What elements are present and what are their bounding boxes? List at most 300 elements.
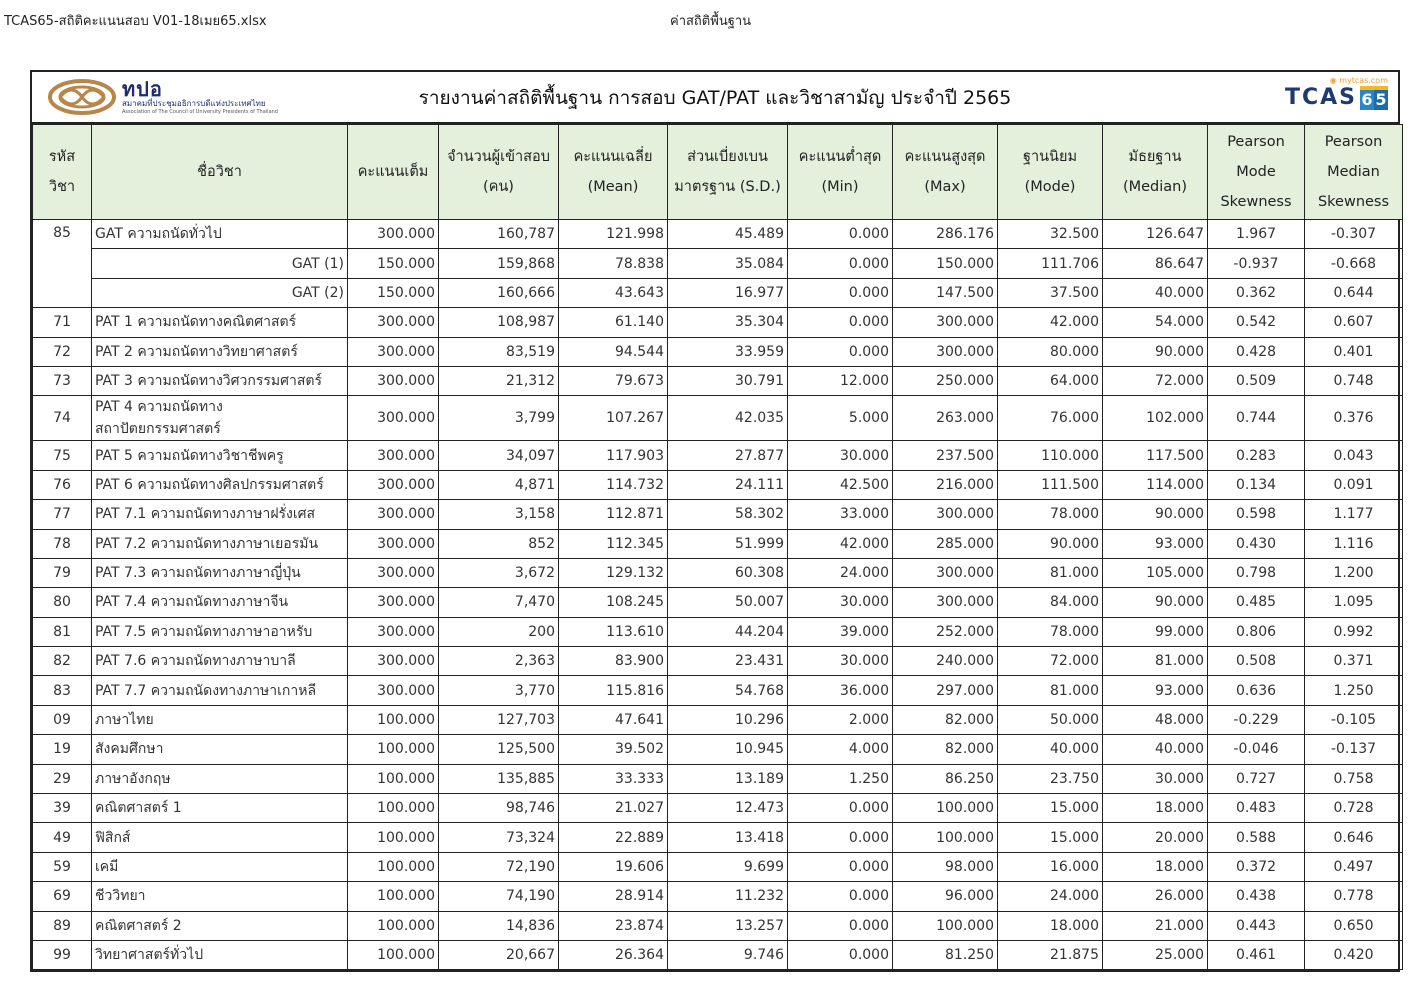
mytcas-site: mytcas.com xyxy=(1339,76,1388,85)
cell-max: 252.000 xyxy=(893,617,998,646)
cell-mode: 84.000 xyxy=(998,588,1103,617)
cell-min: 0.000 xyxy=(788,220,893,249)
cell-sk-mode: 0.483 xyxy=(1208,794,1305,823)
header-text: รหัสวิชา xyxy=(48,149,76,195)
cell-sk-mode: 0.485 xyxy=(1208,588,1305,617)
cell-sd: 13.257 xyxy=(668,911,788,940)
header-text: (Mode) xyxy=(1024,179,1076,195)
cell-sd: 12.473 xyxy=(668,794,788,823)
table-row xyxy=(33,617,1403,646)
cell-subject-name: วิทยาศาสตร์ทั่วไป xyxy=(92,940,348,969)
cell-mean: 28.914 xyxy=(559,882,668,911)
cell-mean: 114.732 xyxy=(559,470,668,499)
cell-mean: 61.140 xyxy=(559,308,668,337)
cell-sd: 60.308 xyxy=(668,558,788,587)
table-row xyxy=(33,308,1403,337)
cell-sk-median: 0.778 xyxy=(1305,882,1403,911)
cell-sd: 50.007 xyxy=(668,588,788,617)
cell-max: 216.000 xyxy=(893,470,998,499)
table-row xyxy=(33,852,1403,881)
cell-count: 4,871 xyxy=(439,470,559,499)
cell-mode: 78.000 xyxy=(998,617,1103,646)
cell-max: 82.000 xyxy=(893,705,998,734)
cell-sk-mode: 0.134 xyxy=(1208,470,1305,499)
column-header-subject xyxy=(92,125,348,220)
cell-median: 114.000 xyxy=(1103,470,1208,499)
cell-subject-name: GAT (2) xyxy=(92,278,348,307)
report-title: รายงานค่าสถิติพื้นฐาน การสอบ GAT/PAT และวิชาสามัญ ประจำปี 2565 xyxy=(418,87,1012,109)
cell-subject-name: PAT 7.1 ความถนัดทางภาษาฝรั่งเศส xyxy=(92,500,348,529)
cell-mode: 78.000 xyxy=(998,500,1103,529)
cell-code: 29 xyxy=(33,764,92,793)
cell-count: 34,097 xyxy=(439,441,559,470)
cell-subject-name: PAT 6 ความถนัดทางศิลปกรรมศาสตร์ xyxy=(92,470,348,499)
cell-sk-median: 0.758 xyxy=(1305,764,1403,793)
cell-min: 0.000 xyxy=(788,940,893,969)
cell-sd: 10.945 xyxy=(668,735,788,764)
cell-subject-name: GAT ความถนัดทั่วไป xyxy=(92,220,348,249)
cell-mean: 108.245 xyxy=(559,588,668,617)
cell-mean: 112.871 xyxy=(559,500,668,529)
cell-mean: 113.610 xyxy=(559,617,668,646)
header-text: Skewness xyxy=(1317,194,1390,210)
cell-code: 81 xyxy=(33,617,92,646)
report-sheet xyxy=(30,70,1400,972)
cell-min: 0.000 xyxy=(788,882,893,911)
cell-full: 100.000 xyxy=(348,940,439,969)
cell-mode: 40.000 xyxy=(998,735,1103,764)
cell-median: 21.000 xyxy=(1103,911,1208,940)
cell-mean: 78.838 xyxy=(559,249,668,278)
cell-count: 3,799 xyxy=(439,396,559,441)
cell-sk-median: -0.137 xyxy=(1305,735,1403,764)
table-row xyxy=(33,529,1403,558)
cell-full: 100.000 xyxy=(348,705,439,734)
cell-sd: 58.302 xyxy=(668,500,788,529)
cell-full: 300.000 xyxy=(348,366,439,395)
cell-min: 36.000 xyxy=(788,676,893,705)
cell-median: 25.000 xyxy=(1103,940,1208,969)
cell-code: 82 xyxy=(33,647,92,676)
cell-mean: 121.998 xyxy=(559,220,668,249)
table-row xyxy=(33,676,1403,705)
table-row xyxy=(33,396,1403,441)
cell-count: 14,836 xyxy=(439,911,559,940)
cell-median: 93.000 xyxy=(1103,676,1208,705)
cell-count: 3,770 xyxy=(439,676,559,705)
cell-mode: 111.500 xyxy=(998,470,1103,499)
eye-icon: ◉ xyxy=(1329,76,1340,85)
header-text: ฐานนิยม xyxy=(1022,149,1078,165)
cell-sk-median: 1.250 xyxy=(1305,676,1403,705)
cell-mean: 43.643 xyxy=(559,278,668,307)
cell-mode: 42.000 xyxy=(998,308,1103,337)
cell-max: 98.000 xyxy=(893,852,998,881)
cell-subject-name: PAT 7.4 ความถนัดทางภาษาจีน xyxy=(92,588,348,617)
cell-mean: 115.816 xyxy=(559,676,668,705)
cell-sk-mode: 0.508 xyxy=(1208,647,1305,676)
cell-full: 300.000 xyxy=(348,617,439,646)
cell-sk-median: 0.420 xyxy=(1305,940,1403,969)
cell-full: 100.000 xyxy=(348,852,439,881)
cell-full: 300.000 xyxy=(348,676,439,705)
report-titlebar xyxy=(32,72,1398,124)
column-header-pearson-median-skewness xyxy=(1305,125,1403,220)
cell-full: 300.000 xyxy=(348,529,439,558)
cell-sk-median: 0.371 xyxy=(1305,647,1403,676)
cell-mode: 72.000 xyxy=(998,647,1103,676)
cell-mode: 81.000 xyxy=(998,558,1103,587)
column-header-min xyxy=(788,125,893,220)
cell-subject-name: GAT (1) xyxy=(92,249,348,278)
cell-sk-mode: 0.798 xyxy=(1208,558,1305,587)
cell-sk-mode: 0.598 xyxy=(1208,500,1305,529)
table-row xyxy=(33,588,1403,617)
cell-subject-name: ชีววิทยา xyxy=(92,882,348,911)
header-text: คะแนนต่ำสุด xyxy=(798,149,882,165)
header-text: Pearson xyxy=(1227,134,1285,150)
cell-count: 160,787 xyxy=(439,220,559,249)
cell-max: 147.500 xyxy=(893,278,998,307)
cell-median: 93.000 xyxy=(1103,529,1208,558)
cell-mode: 15.000 xyxy=(998,794,1103,823)
header-text: (Max) xyxy=(924,179,966,195)
cell-sk-mode: 0.744 xyxy=(1208,396,1305,441)
table-row xyxy=(33,220,1403,249)
cell-mean: 79.673 xyxy=(559,366,668,395)
cell-sk-mode: 0.806 xyxy=(1208,617,1305,646)
cell-sk-median: 0.748 xyxy=(1305,366,1403,395)
cell-count: 159,868 xyxy=(439,249,559,278)
cell-mode: 16.000 xyxy=(998,852,1103,881)
cell-max: 150.000 xyxy=(893,249,998,278)
cell-count: 3,158 xyxy=(439,500,559,529)
cell-full: 300.000 xyxy=(348,500,439,529)
cell-min: 42.000 xyxy=(788,529,893,558)
cell-full: 300.000 xyxy=(348,470,439,499)
cell-max: 86.250 xyxy=(893,764,998,793)
cell-median: 117.500 xyxy=(1103,441,1208,470)
cell-min: 4.000 xyxy=(788,735,893,764)
cell-mode: 18.000 xyxy=(998,911,1103,940)
cell-mean: 129.132 xyxy=(559,558,668,587)
cell-mode: 23.750 xyxy=(998,764,1103,793)
cell-sk-mode: 0.636 xyxy=(1208,676,1305,705)
cell-median: 30.000 xyxy=(1103,764,1208,793)
cell-mean: 19.606 xyxy=(559,852,668,881)
cell-code: 39 xyxy=(33,794,92,823)
cell-sk-median: 1.116 xyxy=(1305,529,1403,558)
cell-sk-mode: -0.229 xyxy=(1208,705,1305,734)
cell-count: 21,312 xyxy=(439,366,559,395)
cell-full: 100.000 xyxy=(348,794,439,823)
cell-median: 20.000 xyxy=(1103,823,1208,852)
cell-sd: 24.111 xyxy=(668,470,788,499)
cell-code: 19 xyxy=(33,735,92,764)
cell-count: 74,190 xyxy=(439,882,559,911)
header-text: คะแนนเต็ม xyxy=(357,164,429,180)
cell-sd: 16.977 xyxy=(668,278,788,307)
cell-sk-mode: 0.372 xyxy=(1208,852,1305,881)
cell-code: 78 xyxy=(33,529,92,558)
cell-full: 300.000 xyxy=(348,647,439,676)
cell-sk-median: 0.376 xyxy=(1305,396,1403,441)
cell-mode: 21.875 xyxy=(998,940,1103,969)
cell-max: 81.250 xyxy=(893,940,998,969)
cell-subject-name: PAT 1 ความถนัดทางคณิตศาสตร์ xyxy=(92,308,348,337)
cell-full: 300.000 xyxy=(348,588,439,617)
column-header-pearson-mode-skewness xyxy=(1208,125,1305,220)
cell-sd: 11.232 xyxy=(668,882,788,911)
cell-full: 100.000 xyxy=(348,735,439,764)
tcas-word: TCAS xyxy=(1284,85,1357,110)
stats-table xyxy=(32,124,1403,970)
cell-subject-name: PAT 3 ความถนัดทางวิศวกรรมศาสตร์ xyxy=(92,366,348,395)
cell-sk-median: 0.401 xyxy=(1305,337,1403,366)
cell-median: 26.000 xyxy=(1103,882,1208,911)
cell-max: 300.000 xyxy=(893,558,998,587)
cell-median: 18.000 xyxy=(1103,852,1208,881)
cell-count: 160,666 xyxy=(439,278,559,307)
cell-max: 96.000 xyxy=(893,882,998,911)
cell-sk-median: 0.728 xyxy=(1305,794,1403,823)
table-row xyxy=(33,882,1403,911)
cell-sk-mode: 0.283 xyxy=(1208,441,1305,470)
header-text: (Min) xyxy=(821,179,859,195)
cell-max: 250.000 xyxy=(893,366,998,395)
cell-subject-name: คณิตศาสตร์ 1 xyxy=(92,794,348,823)
cell-mode: 81.000 xyxy=(998,676,1103,705)
cell-mean: 23.874 xyxy=(559,911,668,940)
column-header-code xyxy=(33,125,92,220)
cell-median: 90.000 xyxy=(1103,337,1208,366)
cell-subject-name: ภาษาไทย xyxy=(92,705,348,734)
table-row xyxy=(33,337,1403,366)
cell-count: 200 xyxy=(439,617,559,646)
cell-subject-name: PAT 7.7 ความถนัดงทางภาษาเกาหลี xyxy=(92,676,348,705)
cell-min: 24.000 xyxy=(788,558,893,587)
cell-sk-median: 0.646 xyxy=(1305,823,1403,852)
cell-mode: 50.000 xyxy=(998,705,1103,734)
cell-full: 300.000 xyxy=(348,558,439,587)
cell-count: 108,987 xyxy=(439,308,559,337)
cell-min: 5.000 xyxy=(788,396,893,441)
cell-median: 126.647 xyxy=(1103,220,1208,249)
cell-code: 79 xyxy=(33,558,92,587)
header-text: Pearson xyxy=(1324,134,1383,150)
cell-sd: 45.489 xyxy=(668,220,788,249)
cell-min: 30.000 xyxy=(788,441,893,470)
cell-code: 71 xyxy=(33,308,92,337)
cell-full: 300.000 xyxy=(348,220,439,249)
cell-count: 127,703 xyxy=(439,705,559,734)
cell-full: 300.000 xyxy=(348,337,439,366)
cell-max: 297.000 xyxy=(893,676,998,705)
cell-count: 72,190 xyxy=(439,852,559,881)
cell-mode: 110.000 xyxy=(998,441,1103,470)
cell-mean: 33.333 xyxy=(559,764,668,793)
header-text: มัธยฐาน xyxy=(1128,149,1182,165)
cell-code: 99 xyxy=(33,940,92,969)
cell-count: 125,500 xyxy=(439,735,559,764)
cell-sk-mode: 0.428 xyxy=(1208,337,1305,366)
cell-sk-median: 0.091 xyxy=(1305,470,1403,499)
cell-sd: 54.768 xyxy=(668,676,788,705)
header-text: จำนวนผู้เข้าสอบ xyxy=(447,149,550,165)
header-text: มาตรฐาน (S.D.) xyxy=(674,179,781,195)
cell-min: 2.000 xyxy=(788,705,893,734)
cell-max: 100.000 xyxy=(893,911,998,940)
cell-full: 100.000 xyxy=(348,764,439,793)
cell-median: 99.000 xyxy=(1103,617,1208,646)
header-text: (Median) xyxy=(1122,179,1188,195)
cell-subject-name: PAT 5 ความถนัดทางวิชาชีพครู xyxy=(92,441,348,470)
column-header-full-score xyxy=(348,125,439,220)
cell-min: 0.000 xyxy=(788,278,893,307)
header-text: คะแนนสูงสุด xyxy=(904,149,986,165)
table-row xyxy=(33,278,1403,307)
cell-median: 40.000 xyxy=(1103,735,1208,764)
cell-sk-mode: 0.588 xyxy=(1208,823,1305,852)
cell-mean: 117.903 xyxy=(559,441,668,470)
cell-max: 240.000 xyxy=(893,647,998,676)
cell-subject-name: PAT 4 ความถนัดทางสถาปัตยกรรมศาสตร์ xyxy=(92,396,348,441)
cell-code: 83 xyxy=(33,676,92,705)
cell-sd: 44.204 xyxy=(668,617,788,646)
cell-median: 72.000 xyxy=(1103,366,1208,395)
cell-mean: 39.502 xyxy=(559,735,668,764)
cell-count: 73,324 xyxy=(439,823,559,852)
cell-sd: 33.959 xyxy=(668,337,788,366)
cell-sd: 30.791 xyxy=(668,366,788,395)
cell-mode: 32.500 xyxy=(998,220,1103,249)
cell-count: 135,885 xyxy=(439,764,559,793)
cell-sk-median: -0.307 xyxy=(1305,220,1403,249)
cupt-thai-name: สมาคมที่ประชุมอธิการบดีแห่งประเทศไทย xyxy=(122,98,266,108)
table-row xyxy=(33,940,1403,969)
cell-full: 150.000 xyxy=(348,249,439,278)
cell-median: 18.000 xyxy=(1103,794,1208,823)
cupt-abbr: ทปอ xyxy=(122,76,163,101)
tcas-logo xyxy=(1285,76,1388,110)
cell-mode: 15.000 xyxy=(998,823,1103,852)
column-header-mode xyxy=(998,125,1103,220)
cell-code: 72 xyxy=(33,337,92,366)
cell-sk-mode: 0.461 xyxy=(1208,940,1305,969)
cell-sd: 27.877 xyxy=(668,441,788,470)
cell-sk-median: 1.095 xyxy=(1305,588,1403,617)
cell-mode: 90.000 xyxy=(998,529,1103,558)
cell-count: 3,672 xyxy=(439,558,559,587)
table-row xyxy=(33,249,1403,278)
cell-sk-median: 0.607 xyxy=(1305,308,1403,337)
cell-max: 300.000 xyxy=(893,500,998,529)
cell-code: 74 xyxy=(33,396,92,441)
cell-mean: 83.900 xyxy=(559,647,668,676)
cell-code: 49 xyxy=(33,823,92,852)
cell-min: 42.500 xyxy=(788,470,893,499)
cell-sk-mode: 1.967 xyxy=(1208,220,1305,249)
cell-mean: 94.544 xyxy=(559,337,668,366)
column-header-median xyxy=(1103,125,1208,220)
cell-sk-median: 0.497 xyxy=(1305,852,1403,881)
cell-count: 98,746 xyxy=(439,794,559,823)
cell-sk-median: 0.644 xyxy=(1305,278,1403,307)
cell-sd: 23.431 xyxy=(668,647,788,676)
table-row xyxy=(33,647,1403,676)
cell-median: 105.000 xyxy=(1103,558,1208,587)
cell-max: 100.000 xyxy=(893,794,998,823)
cell-max: 263.000 xyxy=(893,396,998,441)
cell-mode: 80.000 xyxy=(998,337,1103,366)
table-row xyxy=(33,735,1403,764)
cell-median: 48.000 xyxy=(1103,705,1208,734)
header-text: Mode xyxy=(1236,164,1276,180)
cell-sk-median: 0.992 xyxy=(1305,617,1403,646)
cell-sd: 51.999 xyxy=(668,529,788,558)
column-header-sd xyxy=(668,125,788,220)
table-row xyxy=(33,470,1403,499)
cell-count: 7,470 xyxy=(439,588,559,617)
cell-median: 54.000 xyxy=(1103,308,1208,337)
cell-subject-name: สังคมศึกษา xyxy=(92,735,348,764)
cell-sk-mode: 0.362 xyxy=(1208,278,1305,307)
cell-subject-name: PAT 7.2 ความถนัดทางภาษาเยอรมัน xyxy=(92,529,348,558)
cell-mean: 47.641 xyxy=(559,705,668,734)
header-text: Median xyxy=(1327,164,1380,180)
cell-sd: 13.418 xyxy=(668,823,788,852)
table-row xyxy=(33,764,1403,793)
cell-sk-median: -0.105 xyxy=(1305,705,1403,734)
cell-sk-mode: 0.727 xyxy=(1208,764,1305,793)
header-text: Skewness xyxy=(1220,194,1292,210)
cell-sk-mode: 0.509 xyxy=(1208,366,1305,395)
table-row xyxy=(33,705,1403,734)
column-header-mean xyxy=(559,125,668,220)
cell-mean: 21.027 xyxy=(559,794,668,823)
cell-code: 77 xyxy=(33,500,92,529)
table-body xyxy=(33,220,1403,970)
cell-sk-mode: 0.542 xyxy=(1208,308,1305,337)
cell-sk-median: 0.043 xyxy=(1305,441,1403,470)
cell-min: 39.000 xyxy=(788,617,893,646)
table-row xyxy=(33,794,1403,823)
cell-min: 0.000 xyxy=(788,249,893,278)
cell-code: 85 xyxy=(33,220,92,308)
cupt-english-name: Association of The Council of University Presidents of Thailand xyxy=(122,108,278,115)
cell-min: 0.000 xyxy=(788,794,893,823)
cell-full: 100.000 xyxy=(348,911,439,940)
table-row xyxy=(33,823,1403,852)
header-text: ชื่อวิชา xyxy=(197,164,242,180)
sheet-name: ค่าสถิติพื้นฐาน xyxy=(670,14,752,29)
cell-subject-name: PAT 7.5 ความถนัดทางภาษาอาหรับ xyxy=(92,617,348,646)
table-row xyxy=(33,366,1403,395)
cell-full: 150.000 xyxy=(348,278,439,307)
cell-sd: 42.035 xyxy=(668,396,788,441)
cell-mean: 26.364 xyxy=(559,940,668,969)
cell-median: 81.000 xyxy=(1103,647,1208,676)
header-text: คะแนนเฉลี่ย xyxy=(573,149,653,165)
cell-max: 82.000 xyxy=(893,735,998,764)
cell-min: 0.000 xyxy=(788,308,893,337)
cell-full: 100.000 xyxy=(348,882,439,911)
cell-mean: 107.267 xyxy=(559,396,668,441)
cell-sk-mode: 0.443 xyxy=(1208,911,1305,940)
cell-subject-name: คณิตศาสตร์ 2 xyxy=(92,911,348,940)
cell-median: 90.000 xyxy=(1103,588,1208,617)
cell-mode: 37.500 xyxy=(998,278,1103,307)
